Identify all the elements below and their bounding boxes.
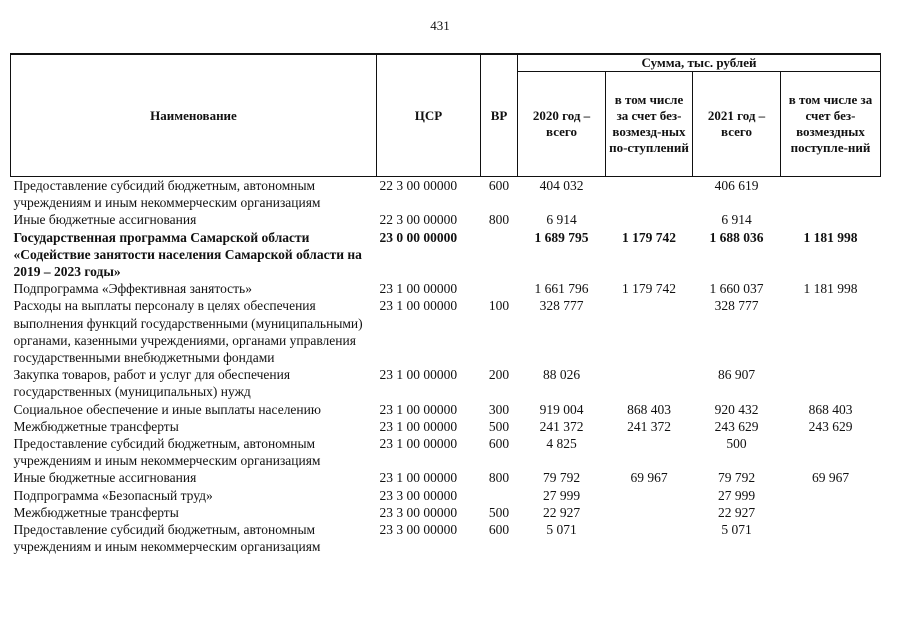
- cell-2021-grants: [781, 521, 881, 555]
- header-sum: Сумма, тыс. рублей: [518, 54, 881, 72]
- table-row: [11, 435, 881, 469]
- cell-csr: 23 1 00 00000: [379, 401, 458, 417]
- cell-vr: 500: [488, 504, 510, 520]
- cell-2020-grants: [606, 211, 693, 228]
- table-header: [11, 54, 881, 177]
- cell-2020-total: 79 792: [542, 470, 581, 486]
- cell-2020-total: 404 032: [539, 178, 584, 193]
- cell-2020-grants: 1 179 742: [622, 229, 676, 245]
- cell-csr: 23 3 00 00000: [379, 522, 458, 538]
- table-row: [11, 280, 881, 297]
- cell-2020-grants: [606, 487, 693, 504]
- cell-2021-total: 243 629: [714, 418, 759, 434]
- header-2021-grants: в том числе за счет без-возмездных поступле-ний: [781, 72, 881, 177]
- cell-2020-total: 1 661 796: [534, 281, 589, 297]
- cell-2020-total: 1 689 795: [534, 229, 589, 245]
- cell-name: Государственная программа Самарской области «Содействие занятости населения Самарской области на 2019 – 2023 годы»: [13, 229, 362, 280]
- cell-csr: 23 1 00 00000: [379, 367, 458, 383]
- table-row: [11, 177, 881, 212]
- cell-csr: 23 3 00 00000: [379, 504, 458, 520]
- cell-2020-grants: 241 372: [627, 418, 671, 434]
- cell-name: Иные бюджетные ассигнования: [13, 212, 197, 228]
- cell-2020-grants: 868 403: [627, 401, 671, 417]
- cell-vr: [481, 280, 518, 297]
- cell-vr: 800: [488, 470, 510, 486]
- page-number: 431: [430, 18, 450, 33]
- cell-vr: 300: [488, 401, 510, 417]
- cell-name: Предоставление субсидий бюджетным, автономным учреждениям и иным некоммерческим организациям: [13, 436, 321, 469]
- cell-2021-grants: [781, 366, 881, 400]
- cell-name: Межбюджетные трансферты: [13, 504, 179, 520]
- budget-table: [10, 53, 881, 555]
- cell-2021-total: 1 688 036: [709, 229, 764, 245]
- table-row: [11, 211, 881, 228]
- cell-csr: 22 3 00 00000: [379, 212, 458, 228]
- cell-2021-total: 22 927: [717, 504, 756, 520]
- cell-name: Социальное обеспечение и иные выплаты населению: [13, 401, 321, 417]
- cell-2020-total: 328 777: [539, 298, 584, 314]
- cell-2021-total: 79 792: [717, 470, 756, 486]
- cell-name: Закупка товаров, работ и услуг для обеспечения государственных (муниципальных) нужд: [13, 367, 291, 400]
- cell-name: Иные бюджетные ассигнования: [13, 470, 197, 486]
- cell-csr: 23 1 00 00000: [379, 470, 458, 486]
- cell-csr: 23 0 00 00000: [379, 229, 458, 245]
- table-row: [11, 521, 881, 555]
- cell-csr: 23 1 00 00000: [379, 298, 458, 314]
- table-row: [11, 401, 881, 418]
- cell-2021-total: 6 914: [721, 212, 752, 228]
- cell-vr: 800: [488, 212, 510, 228]
- cell-2021-grants: [781, 177, 881, 212]
- cell-2021-grants: [781, 435, 881, 469]
- cell-name: Подпрограмма «Безопасный труд»: [13, 487, 213, 503]
- header-csr: ЦСР: [377, 54, 481, 177]
- cell-2021-total: 27 999: [717, 487, 756, 503]
- cell-vr: 500: [488, 418, 510, 434]
- cell-2020-total: 22 927: [542, 504, 581, 520]
- cell-2021-grants: [781, 504, 881, 521]
- cell-2021-grants: [781, 487, 881, 504]
- cell-2021-grants: [781, 211, 881, 228]
- cell-2021-grants: 69 967: [811, 470, 850, 486]
- cell-vr: 600: [488, 522, 510, 538]
- header-name: Наименование: [11, 54, 377, 177]
- cell-vr: 200: [488, 367, 510, 383]
- cell-2020-total: 6 914: [546, 212, 577, 228]
- cell-csr: 23 1 00 00000: [379, 281, 458, 297]
- cell-csr: 23 1 00 00000: [379, 436, 458, 452]
- cell-vr: 600: [488, 178, 510, 193]
- cell-name: Подпрограмма «Эффективная занятость»: [13, 281, 252, 297]
- cell-2020-total: 5 071: [546, 522, 577, 538]
- cell-csr: 22 3 00 00000: [379, 178, 458, 193]
- cell-2021-grants: 868 403: [808, 401, 853, 417]
- table-body: [11, 177, 881, 556]
- cell-2021-grants: 1 181 998: [803, 229, 858, 245]
- table-row: [11, 229, 881, 281]
- header-2020-total: 2020 год – всего: [518, 72, 606, 177]
- cell-2020-total: 919 004: [539, 401, 584, 417]
- cell-2020-grants: [606, 521, 693, 555]
- cell-2020-total: 27 999: [542, 487, 581, 503]
- cell-2020-grants: [606, 366, 693, 400]
- cell-2021-total: 86 907: [717, 367, 756, 383]
- cell-2020-grants: 1 179 742: [622, 281, 676, 297]
- cell-2020-grants: [606, 177, 693, 212]
- cell-2021-total: 500: [726, 436, 747, 452]
- cell-2021-grants: [781, 297, 881, 366]
- cell-2020-grants: [606, 435, 693, 469]
- cell-2021-total: 406 619: [714, 178, 759, 193]
- table-row: [11, 418, 881, 435]
- header-2020-grants: в том числе за счет без-возмезд-ных по-ступлений: [606, 72, 693, 177]
- cell-2021-grants: 1 181 998: [803, 281, 858, 297]
- table-row: [11, 487, 881, 504]
- cell-2020-grants: [606, 297, 693, 366]
- cell-name: Предоставление субсидий бюджетным, автономным учреждениям и иным некоммерческим организациям: [13, 178, 321, 211]
- cell-vr: [481, 229, 518, 281]
- table-row: [11, 366, 881, 400]
- header-vr: ВР: [481, 54, 518, 177]
- cell-csr: 23 3 00 00000: [379, 487, 458, 503]
- cell-vr: 600: [488, 436, 510, 452]
- cell-name: Расходы на выплаты персоналу в целях обеспечения выполнения функций государственными (муниципальными) органами, казенными учреждениями, органами управления государственными внебюджетными фондами: [13, 298, 363, 366]
- table-row: [11, 469, 881, 486]
- cell-2021-total: 920 432: [714, 401, 759, 417]
- cell-2020-total: 241 372: [539, 418, 584, 434]
- cell-2021-total: 5 071: [721, 522, 752, 538]
- cell-2021-grants: 243 629: [808, 418, 853, 434]
- cell-vr: [481, 487, 518, 504]
- cell-vr: 100: [488, 298, 510, 314]
- cell-2020-grants: 69 967: [630, 470, 668, 486]
- cell-2021-total: 328 777: [714, 298, 759, 314]
- header-2021-total: 2021 год – всего: [693, 72, 781, 177]
- cell-name: Предоставление субсидий бюджетным, автономным учреждениям и иным некоммерческим организациям: [13, 522, 321, 555]
- cell-csr: 23 1 00 00000: [379, 418, 458, 434]
- cell-2020-total: 4 825: [546, 436, 577, 452]
- table-row: [11, 504, 881, 521]
- table-row: [11, 297, 881, 366]
- cell-2020-total: 88 026: [542, 367, 581, 383]
- cell-2020-grants: [606, 504, 693, 521]
- cell-2021-total: 1 660 037: [709, 281, 764, 297]
- cell-name: Межбюджетные трансферты: [13, 418, 179, 434]
